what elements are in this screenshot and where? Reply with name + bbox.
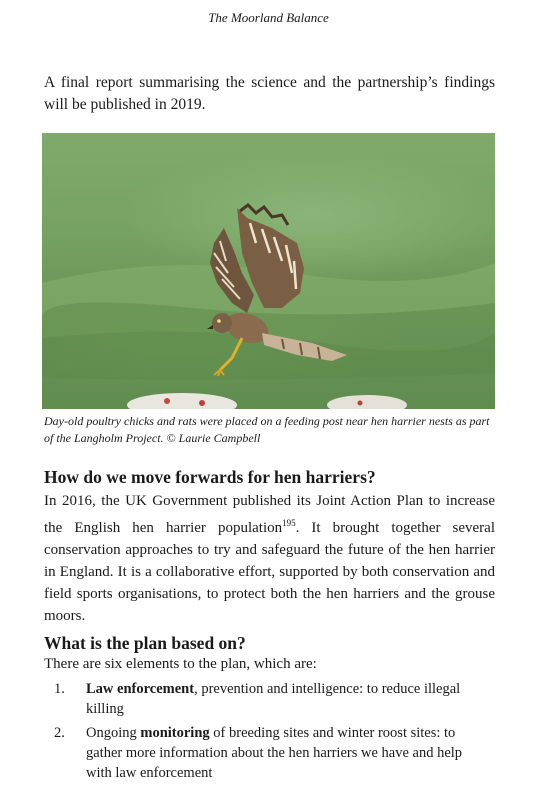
plan-elements-list — [44, 679, 464, 787]
photo-caption: Day-old poultry chicks and rats were placed on a feeding post near hen harrier nests as part of the Langholm Project. © Laurie Campbell — [44, 414, 490, 445]
plan-intro: There are six elements to the plan, which are: — [44, 656, 317, 672]
list-number: 1. — [54, 681, 65, 697]
list-item — [44, 723, 464, 783]
hen-harrier-photo — [42, 133, 495, 409]
hen-harrier-illustration — [42, 133, 495, 409]
section-heading-moving-forwards: How do we move forwards for hen harriers? — [44, 467, 376, 487]
running-head: The Moorland Balance — [208, 10, 329, 25]
list-item-bold: Law enforcement — [86, 681, 195, 697]
list-item-text: of breeding sites and winter roost sites: to gather more information about the hen harriers we have and help with law enforcement — [86, 725, 463, 781]
list-item-lead: Ongoing — [86, 725, 141, 741]
list-number: 2. — [54, 725, 65, 741]
body-text-end: . It brought together several conservation approaches to try and safeguard the future of the hen harrier in England. It is a collaborative effort, supported by both conservation and field sports organisations, to protect both the hen harriers and the grouse moors. — [44, 520, 495, 624]
section-heading-plan-basis: What is the plan based on? — [44, 633, 246, 653]
list-item-bold: monitoring — [140, 725, 210, 741]
list-item — [44, 679, 464, 719]
list-item-text: , prevention and intelligence: to reduce illegal killing — [86, 681, 461, 717]
footnote-ref: 195 — [282, 518, 296, 528]
body-text-start: In 2016, the UK Government published its Joint Action Plan to increase the English hen harrier population — [44, 493, 495, 536]
section-body-paragraph — [44, 490, 495, 627]
intro-paragraph: A final report summarising the science and the partnership’s findings will be published in 2019. — [44, 74, 495, 113]
